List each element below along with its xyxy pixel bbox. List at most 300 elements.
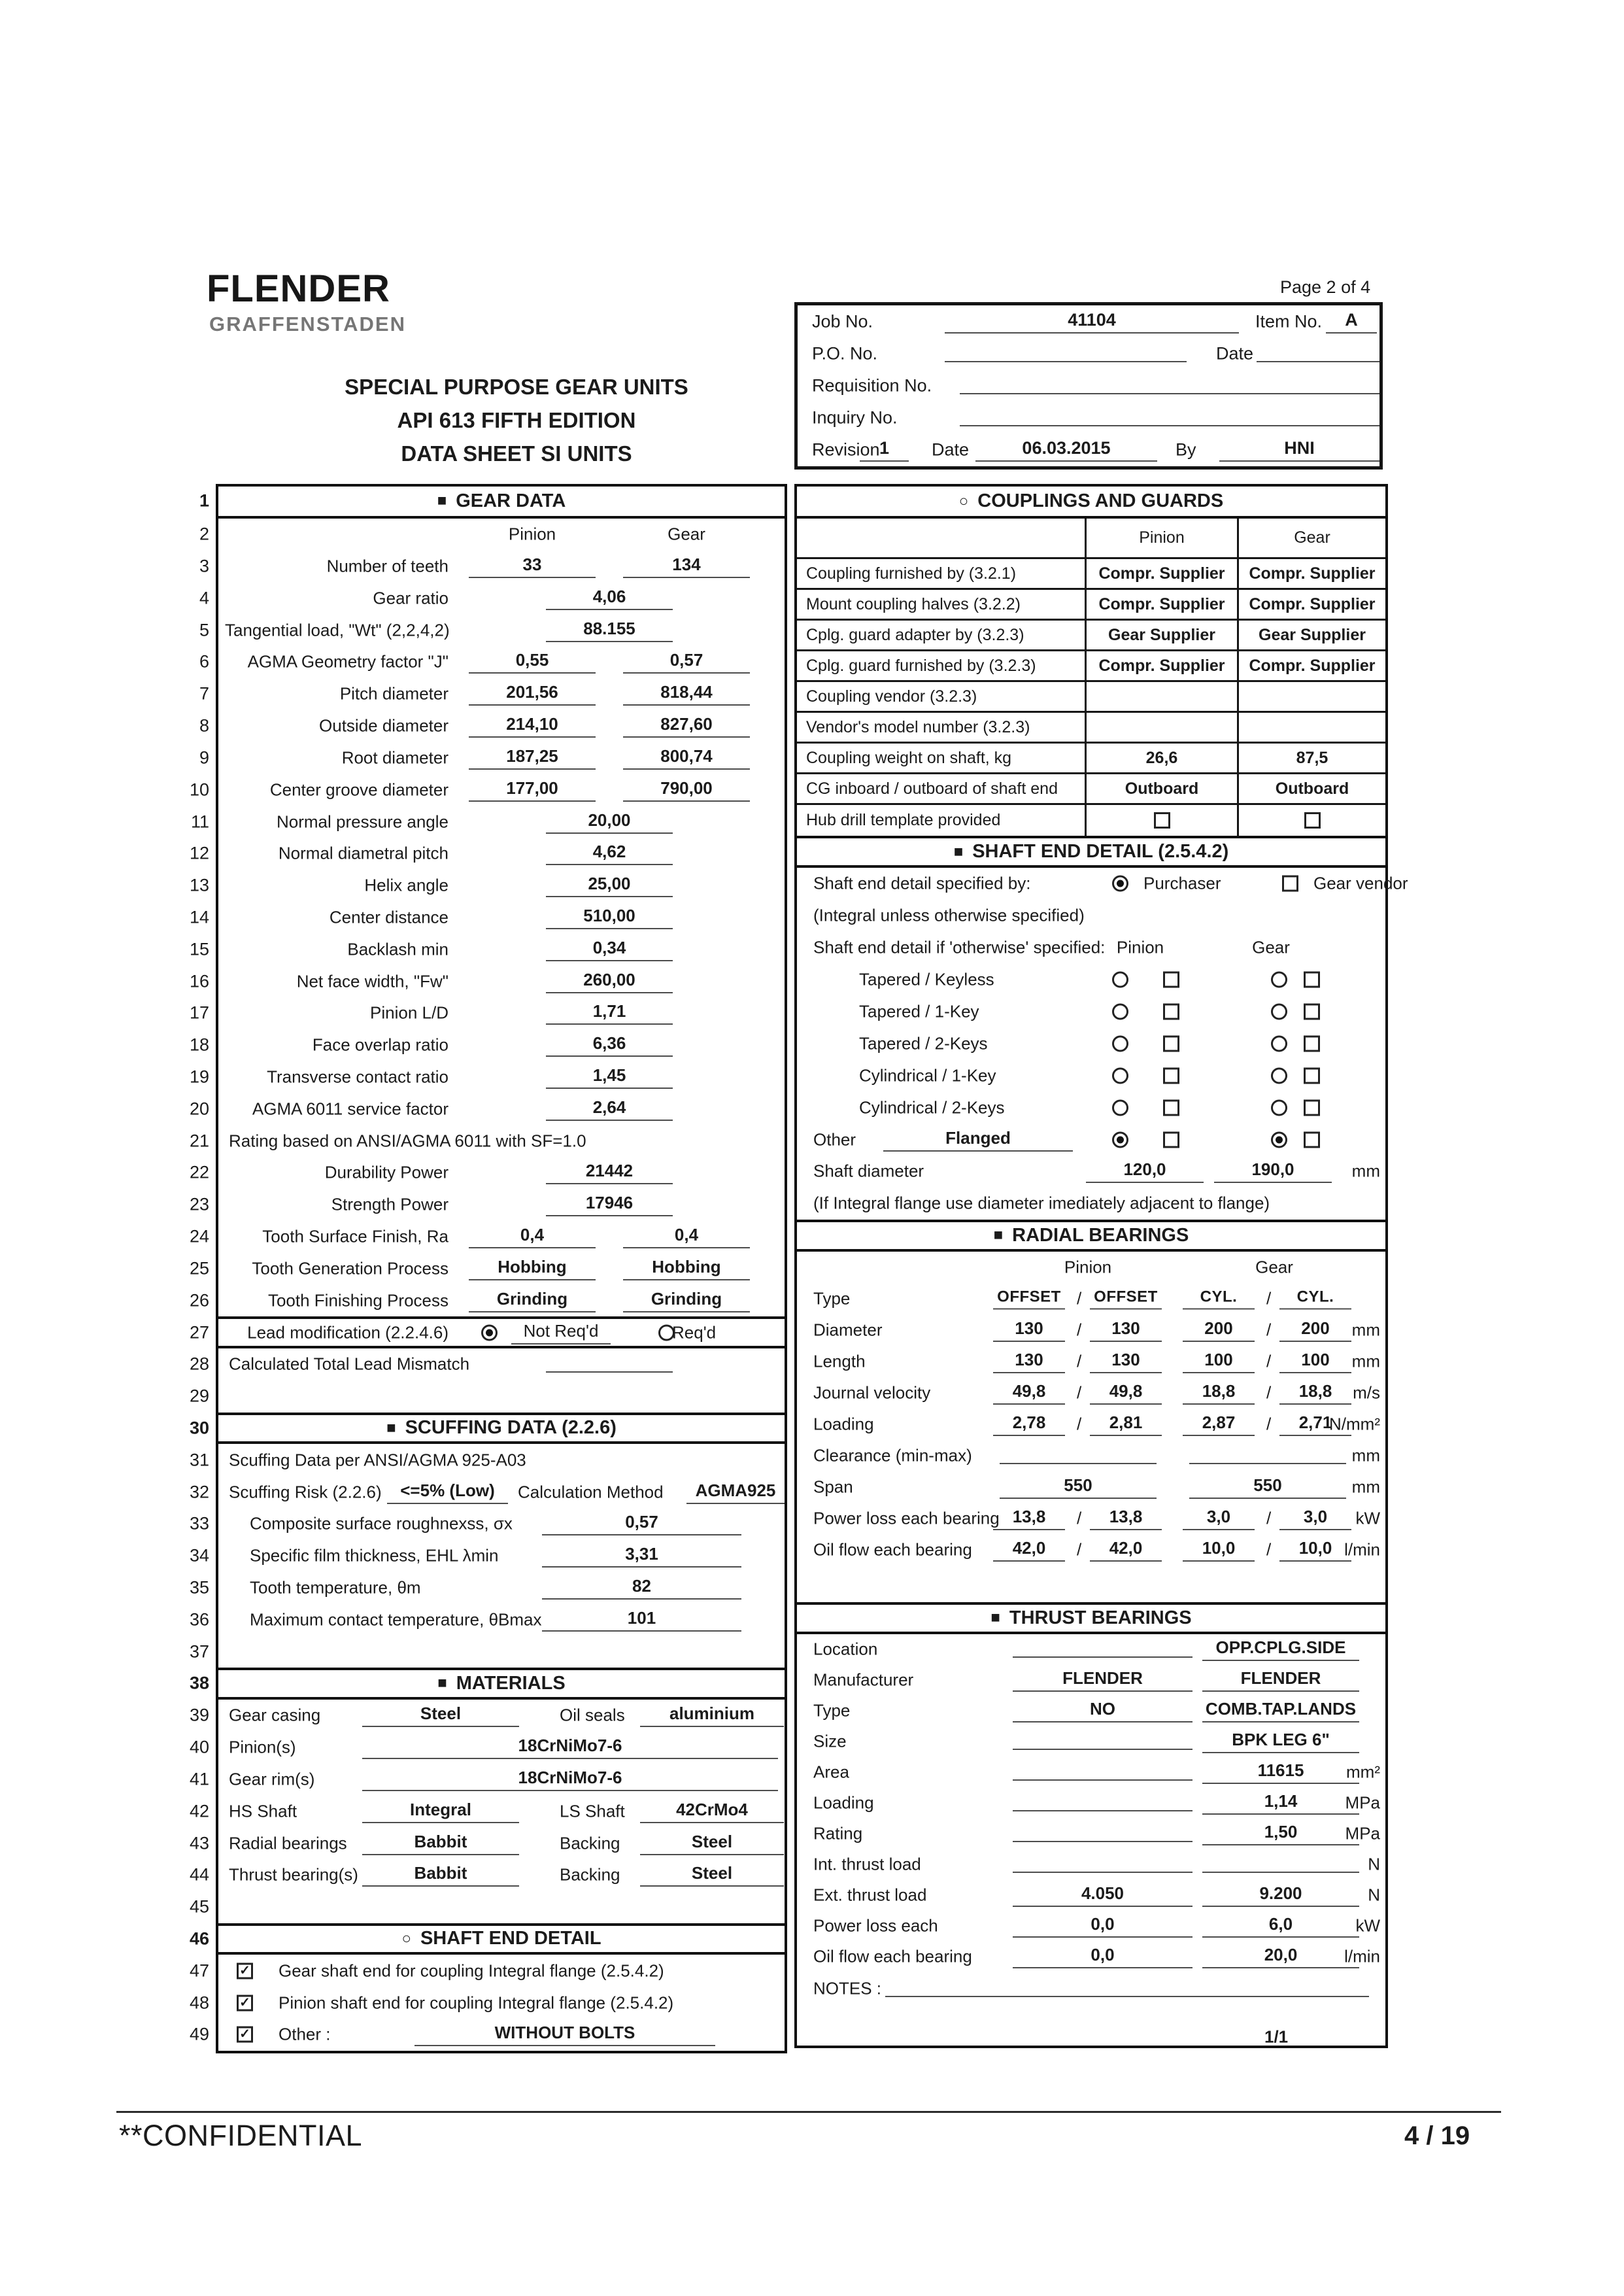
- pinion-value: OFFSET: [1090, 1288, 1162, 1309]
- row-number: 39: [189, 1705, 209, 1725]
- unit-label: mm: [1351, 1477, 1380, 1497]
- row-label: Rating: [813, 1823, 863, 1843]
- gear-value: Grinding: [623, 1289, 750, 1312]
- table-row: [189, 1540, 785, 1572]
- radio-unselected-icon: [1112, 1004, 1128, 1020]
- value: 0,34: [546, 938, 673, 961]
- value: 4,06: [546, 587, 673, 610]
- requisition-label: Requisition No.: [812, 375, 932, 395]
- table-row: [797, 1377, 1385, 1409]
- row-number: 25: [189, 1258, 209, 1278]
- gear-value: 18,8: [1279, 1381, 1351, 1405]
- gear-column-header: Gear: [1252, 937, 1290, 957]
- pinion-value: 49,8: [1090, 1381, 1162, 1405]
- gear-value: 87,5: [1237, 744, 1385, 772]
- row-number: 19: [189, 1067, 209, 1087]
- row-label: Shaft diameter: [813, 1161, 924, 1181]
- option-label: Purchaser: [1143, 873, 1221, 893]
- row-number: 17: [189, 1002, 209, 1023]
- table-row: [189, 1380, 785, 1413]
- gear-data-table: [189, 484, 787, 2053]
- row-number: 38: [189, 1673, 209, 1693]
- sheet-row: [797, 2005, 1385, 2046]
- pinion-value: 49,8: [993, 1381, 1065, 1405]
- section-header-row: [797, 836, 1385, 868]
- slash: /: [1077, 1382, 1082, 1403]
- table-row: [797, 559, 1385, 590]
- pinion-value: 214,10: [469, 714, 596, 738]
- revision-label: Revision: [812, 439, 880, 459]
- footer-divider: [116, 2111, 1501, 2113]
- gear-value: 1,50: [1202, 1822, 1359, 1845]
- unit-label: mm²: [1346, 1762, 1380, 1782]
- table-row: [189, 1700, 785, 1732]
- slash: /: [1266, 1288, 1272, 1309]
- row-number: 24: [189, 1226, 209, 1246]
- row-label: Coupling furnished by (3.2.1): [806, 564, 1017, 583]
- pinion-value: 33: [469, 555, 596, 578]
- row-label: Size: [813, 1731, 847, 1751]
- table-row: [189, 1955, 785, 1987]
- row-label: Number of teeth: [326, 556, 448, 576]
- table-row: [797, 713, 1385, 744]
- pinion-value: [1085, 713, 1237, 742]
- table-row: [797, 1409, 1385, 1440]
- pinion-value: [1085, 682, 1237, 711]
- checkbox-label: Pinion shaft end for coupling Integral flange (2.5.4.2): [279, 1993, 674, 2013]
- row-number: 1: [199, 490, 209, 511]
- table-row: [797, 1534, 1385, 1566]
- checkbox-unchecked-icon: [1304, 1004, 1320, 1020]
- section-marker-icon: ○: [401, 1929, 411, 1947]
- table-row: [199, 710, 785, 742]
- pinion-value: FLENDER: [1013, 1668, 1193, 1692]
- gear-value: 550: [1189, 1475, 1346, 1499]
- requisition-row: [798, 369, 1379, 402]
- table-row: [797, 1880, 1385, 1911]
- gear-value: 10,0: [1183, 1538, 1255, 1562]
- row-label: Center distance: [329, 907, 448, 927]
- row-label: Specific film thickness, EHL λmin: [250, 1545, 499, 1566]
- gear-value: 190,0: [1214, 1159, 1332, 1183]
- row-label: Gear rim(s): [229, 1769, 315, 1789]
- table-row: [189, 1827, 785, 1859]
- slash: /: [1266, 1320, 1272, 1340]
- row-number: 29: [189, 1386, 209, 1406]
- row-label: Center groove diameter: [269, 780, 448, 800]
- gear-value: [1202, 1856, 1359, 1873]
- section-title: SCUFFING DATA (2.2.6): [405, 1417, 617, 1439]
- table-row: [797, 805, 1385, 836]
- row-number: 43: [189, 1833, 209, 1853]
- pinion-value: [1013, 1794, 1193, 1811]
- value: 4,62: [546, 842, 673, 865]
- row-number: 7: [199, 683, 209, 704]
- unit-label: mm: [1351, 1351, 1380, 1371]
- gear-value: CYL.: [1183, 1288, 1255, 1309]
- row-label: Outside diameter: [319, 715, 448, 736]
- title-line-3: DATA SHEET SI UNITS: [401, 441, 632, 466]
- row-number: 35: [189, 1577, 209, 1598]
- gear-value: Compr. Supplier: [1237, 590, 1385, 619]
- gear-value: FLENDER: [1202, 1668, 1359, 1692]
- row-number: 42: [189, 1801, 209, 1821]
- row-number: 48: [189, 1993, 209, 2013]
- section-marker-icon: ■: [953, 842, 964, 861]
- checkbox-unchecked-icon: [1304, 1131, 1320, 1148]
- pinion-value: 42,0: [993, 1538, 1065, 1562]
- value: 0,57: [542, 1512, 741, 1535]
- pinion-value: 42,0: [1090, 1538, 1162, 1562]
- sheet-number: 1/1: [1264, 2027, 1289, 2047]
- table-row: [797, 774, 1385, 805]
- gear-value: 100: [1183, 1350, 1255, 1373]
- revision-value: 1: [860, 438, 909, 462]
- row-label: Loading: [813, 1792, 874, 1813]
- row-label: Loading: [813, 1414, 874, 1434]
- pinion-value: [1013, 1641, 1193, 1658]
- slash: /: [1077, 1288, 1082, 1309]
- section-header-row: [199, 487, 785, 519]
- radio-selected-icon: [1271, 1131, 1287, 1148]
- row-label: Power loss each: [813, 1915, 938, 1936]
- title-line-2: API 613 FIFTH EDITION: [397, 408, 636, 432]
- radio-unselected-icon: [1112, 1099, 1128, 1116]
- row-label: Tooth temperature, θm: [250, 1577, 421, 1598]
- gear-value: 200: [1279, 1318, 1351, 1342]
- radio-selected-icon: [1112, 1131, 1128, 1148]
- gear-value: 2,87: [1183, 1413, 1255, 1436]
- section-marker-icon: ○: [958, 492, 969, 510]
- row-label: CG inboard / outboard of shaft end: [806, 779, 1058, 798]
- pinion-value: 201,56: [469, 682, 596, 706]
- unit-label: mm: [1351, 1320, 1380, 1340]
- pinion-value: [1013, 1825, 1193, 1842]
- gear-value: 11615: [1202, 1760, 1359, 1784]
- row-label: Pinion L/D: [370, 1002, 448, 1023]
- table-row: [797, 1091, 1385, 1123]
- gear-value: 134: [623, 555, 750, 578]
- table-row: [189, 1603, 785, 1636]
- section-title: THRUST BEARINGS: [1009, 1607, 1192, 1628]
- spacer: [797, 1566, 1385, 1602]
- row-label: Composite surface roughnexss, σx: [250, 1513, 513, 1534]
- pinion-value: 13,8: [1090, 1507, 1162, 1530]
- section-header-row: [797, 1602, 1385, 1634]
- table-row: [797, 744, 1385, 774]
- slash: /: [1077, 1414, 1082, 1434]
- row-label: Shaft end detail specified by:: [813, 873, 1031, 893]
- row-text: Scuffing Data per ANSI/AGMA 925-A03: [229, 1450, 526, 1470]
- table-row: [189, 1221, 785, 1253]
- table-row: [797, 1440, 1385, 1471]
- row-label: Span: [813, 1477, 853, 1497]
- table-row: [797, 1757, 1385, 1788]
- row-label: Oil seals: [560, 1705, 625, 1725]
- slash: /: [1266, 1508, 1272, 1528]
- value: 1,45: [546, 1065, 673, 1089]
- pinion-value: OFFSET: [993, 1288, 1065, 1309]
- gear-value: Compr. Supplier: [1237, 651, 1385, 680]
- table-row: [189, 902, 785, 934]
- pinion-column-header: Pinion: [1085, 519, 1237, 557]
- table-row: [189, 838, 785, 870]
- row-label: AGMA 6011 service factor: [252, 1099, 448, 1119]
- row-number: 45: [189, 1896, 209, 1917]
- table-row: [797, 1283, 1385, 1314]
- pinion-value: Compr. Supplier: [1085, 590, 1237, 619]
- row-label: Hub drill template provided: [806, 811, 1001, 829]
- section-title: COUPLINGS AND GUARDS: [977, 490, 1224, 511]
- section-header-row: [797, 487, 1385, 519]
- value: 20,00: [546, 810, 673, 834]
- unit-label: MPa: [1345, 1792, 1380, 1813]
- value: 25,00: [546, 874, 673, 897]
- pinion-value: 130: [993, 1318, 1065, 1342]
- row-label: Mount coupling halves (3.2.2): [806, 594, 1021, 613]
- value: 3,31: [542, 1544, 741, 1568]
- row-label: Vendor's model number (3.2.3): [806, 717, 1030, 736]
- item-no-label: Item No.: [1255, 311, 1323, 331]
- checkbox-label: Other :: [279, 2024, 331, 2044]
- pinion-value: Compr. Supplier: [1085, 651, 1237, 680]
- row-label: Clearance (min-max): [813, 1445, 972, 1465]
- checkbox-unchecked-icon: [1163, 1067, 1179, 1084]
- checkbox-unchecked-icon: [1304, 1067, 1320, 1084]
- option-label: Gear vendor: [1313, 873, 1408, 893]
- row-text: (If Integral flange use diameter imediately adjacent to flange): [813, 1193, 1270, 1213]
- radio-selected-icon: [481, 1324, 498, 1341]
- checkbox-unchecked-icon: [1163, 1131, 1179, 1148]
- row-label: Oil flow each bearing: [813, 1539, 972, 1560]
- row-number: 32: [189, 1482, 209, 1502]
- table-row: [189, 1987, 785, 2019]
- table-row: [797, 1788, 1385, 1819]
- unit-label: mm: [1351, 1445, 1380, 1465]
- value: [546, 1356, 673, 1373]
- row-number: 37: [189, 1641, 209, 1662]
- row-label: Lead modification (2.2.4.6): [247, 1322, 448, 1343]
- pinion-value: Outboard: [1085, 774, 1237, 803]
- row-label: Cylindrical / 1-Key: [859, 1065, 996, 1086]
- row-label: Ext. thrust load: [813, 1885, 927, 1905]
- gear-value: CYL.: [1279, 1288, 1351, 1309]
- value: Integral: [362, 1800, 519, 1823]
- slash: /: [1077, 1320, 1082, 1340]
- pinion-value: [1013, 1856, 1193, 1873]
- radio-unselected-icon: [1112, 972, 1128, 988]
- job-no-label: Job No.: [812, 311, 873, 331]
- unit-label: mm: [1351, 1161, 1380, 1181]
- table-row: [797, 1156, 1385, 1188]
- row-label: LS Shaft: [560, 1801, 625, 1821]
- row-label: Cplg. guard adapter by (3.2.3): [806, 625, 1024, 644]
- row-number: 47: [189, 1961, 209, 1981]
- slash: /: [1077, 1351, 1082, 1371]
- row-number: 16: [189, 971, 209, 991]
- row-label: Radial bearings: [229, 1833, 347, 1853]
- gear-value: [1189, 1447, 1346, 1464]
- row-number: 3: [199, 556, 209, 576]
- table-row: [797, 651, 1385, 682]
- pinion-value: 2,81: [1090, 1413, 1162, 1436]
- value: Flanged: [883, 1128, 1073, 1152]
- checkbox-unchecked-icon: [1163, 1004, 1179, 1020]
- row-label: Tapered / Keyless: [859, 969, 994, 989]
- gear-value: 1,14: [1202, 1791, 1359, 1815]
- gear-value: 790,00: [623, 778, 750, 802]
- pinion-value: Hobbing: [469, 1257, 596, 1280]
- table-row: [797, 1188, 1385, 1220]
- row-label: Root diameter: [341, 747, 448, 768]
- row-number: 41: [189, 1769, 209, 1789]
- revision-date-label: Date: [932, 439, 970, 459]
- couplings-column-header-row: [797, 519, 1385, 559]
- checkbox-unchecked-icon: [1163, 1035, 1179, 1052]
- row-label: Durability Power: [324, 1162, 448, 1182]
- pinion-value: [1013, 1733, 1193, 1750]
- pinion-column-header: Pinion: [1064, 1257, 1112, 1277]
- table-row: [189, 774, 785, 806]
- row-number: 10: [189, 780, 209, 800]
- row-number: 33: [189, 1513, 209, 1534]
- row-label: Coupling weight on shaft, kg: [806, 748, 1012, 767]
- checkbox-unchecked-icon: [1163, 1099, 1179, 1116]
- table-row: [797, 1696, 1385, 1726]
- table-row: [797, 1849, 1385, 1880]
- row-label: Journal velocity: [813, 1382, 931, 1403]
- value: 88.155: [546, 619, 673, 642]
- table-row: [797, 1059, 1385, 1091]
- row-label: Backing: [560, 1833, 620, 1853]
- checkbox-unchecked-icon: [1304, 972, 1320, 988]
- value: 2,64: [546, 1097, 673, 1121]
- table-row: [797, 1634, 1385, 1665]
- table-row: [797, 1252, 1385, 1283]
- unit-label: l/min: [1344, 1539, 1380, 1560]
- value: Babbit: [362, 1832, 519, 1855]
- pinion-value: 120,0: [1086, 1159, 1204, 1183]
- checkbox-checked-icon: ✓: [237, 1995, 253, 2011]
- row-label: Thrust bearing(s): [229, 1864, 358, 1885]
- pinion-column-header: Pinion: [508, 524, 556, 544]
- value: aluminium: [640, 1704, 784, 1727]
- pinion-value: 2,78: [993, 1413, 1065, 1436]
- table-row: [797, 1942, 1385, 1972]
- table-row: [797, 1503, 1385, 1534]
- table-row: [199, 519, 785, 551]
- table-row: [189, 1508, 785, 1540]
- value: 6,36: [546, 1033, 673, 1057]
- row-label: Type: [813, 1288, 851, 1309]
- value: 21442: [546, 1161, 673, 1184]
- notes-label: NOTES :: [813, 1978, 882, 1998]
- table-row: [189, 1476, 785, 1508]
- pinion-value: 130: [993, 1350, 1065, 1373]
- row-number: 28: [189, 1354, 209, 1374]
- gear-value: Compr. Supplier: [1237, 559, 1385, 588]
- checkbox-unchecked-icon: [1154, 812, 1170, 829]
- radio-unselected-icon: [1271, 1099, 1287, 1116]
- right-column-tables: [794, 484, 1408, 2048]
- radio-unselected-icon: [1271, 972, 1287, 988]
- row-text: (Integral unless otherwise specified): [813, 905, 1085, 925]
- by-value: HNI: [1219, 438, 1379, 462]
- pinion-value: 13,8: [993, 1507, 1065, 1530]
- flender-logo: FLENDER: [207, 267, 390, 310]
- table-row: [189, 1732, 785, 1764]
- job-no-value: 41104: [945, 310, 1239, 334]
- row-label: Location: [813, 1639, 878, 1659]
- row-label: Oil flow each bearing: [813, 1946, 972, 1966]
- option-label: Not Req'd: [511, 1321, 611, 1345]
- table-row: [189, 1157, 785, 1189]
- row-number: 46: [189, 1928, 209, 1949]
- row-label: Calculation Method: [518, 1482, 664, 1502]
- row-number: 36: [189, 1609, 209, 1630]
- slash: /: [1266, 1351, 1272, 1371]
- row-label: Tooth Generation Process: [252, 1258, 448, 1278]
- table-row: [189, 1189, 785, 1221]
- table-row: [189, 1284, 785, 1316]
- gear-value: 818,44: [623, 682, 750, 706]
- gear-value: 0,4: [623, 1225, 750, 1248]
- table-row: [189, 933, 785, 965]
- gear-value: 0,57: [623, 650, 750, 674]
- inquiry-value: [960, 409, 1379, 426]
- row-number: 21: [189, 1131, 209, 1151]
- section-marker-icon: ■: [437, 492, 447, 510]
- table-row: [189, 1029, 785, 1061]
- table-row: [199, 551, 785, 583]
- pinion-value: 0,55: [469, 650, 596, 674]
- row-label: Area: [813, 1762, 849, 1782]
- section-header-row: [189, 1413, 785, 1445]
- row-number: 15: [189, 939, 209, 959]
- row-label: Power loss each bearing: [813, 1508, 1000, 1528]
- by-label: By: [1176, 439, 1196, 459]
- value: Steel: [640, 1863, 784, 1887]
- slash: /: [1266, 1414, 1272, 1434]
- value: Steel: [362, 1704, 519, 1727]
- row-label: AGMA Geometry factor "J": [247, 651, 448, 672]
- pinion-value: [1000, 1447, 1157, 1464]
- row-label: Type: [813, 1700, 851, 1721]
- table-row: [189, 1253, 785, 1285]
- row-label: Net face width, "Fw": [296, 971, 448, 991]
- row-number: 14: [189, 907, 209, 927]
- row-label: Tapered / 2-Keys: [859, 1033, 988, 1054]
- section-marker-icon: ■: [437, 1674, 447, 1692]
- row-label: Tangential load, "Wt" (2,2,4,2): [225, 620, 450, 640]
- job-info-box: [794, 302, 1383, 470]
- inquiry-label: Inquiry No.: [812, 407, 898, 427]
- row-label: Cylindrical / 2-Keys: [859, 1097, 1005, 1118]
- table-row: [199, 742, 785, 774]
- table-row: [797, 1665, 1385, 1696]
- document-title: [275, 370, 758, 470]
- table-row: [797, 1346, 1385, 1377]
- checkbox-label: Gear shaft end for coupling Integral flange (2.5.4.2): [279, 1961, 664, 1981]
- gear-value: 9.200: [1202, 1883, 1359, 1907]
- row-number: 40: [189, 1737, 209, 1757]
- row-label: Pinion(s): [229, 1737, 296, 1757]
- value: 18CrNiMo7-6: [362, 1736, 778, 1759]
- revision-date-value: 06.03.2015: [975, 438, 1157, 462]
- table-row: [189, 1316, 785, 1348]
- spacer-cell: [797, 519, 1085, 557]
- section-marker-icon: ■: [386, 1418, 396, 1437]
